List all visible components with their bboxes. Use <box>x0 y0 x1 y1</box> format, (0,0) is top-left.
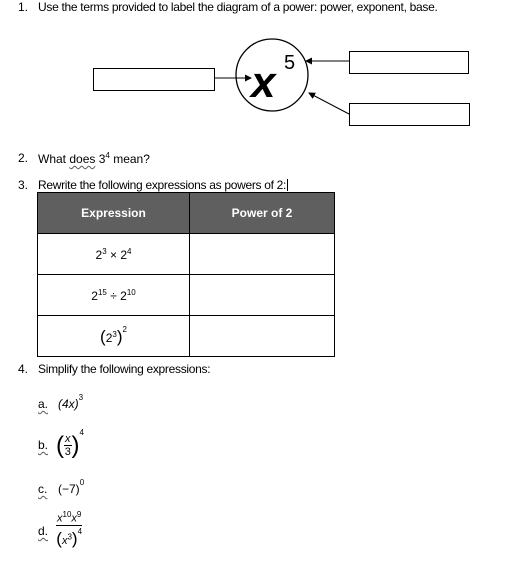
answer-cell[interactable] <box>190 316 335 357</box>
table-row <box>38 275 335 316</box>
answer-cell[interactable] <box>190 275 335 316</box>
text-cursor <box>287 179 288 191</box>
part-a-expression: $(4x)^3$ <box>58 393 84 411</box>
q1-text: Use the terms provided to label the diagram of a power: power, exponent, base. <box>38 0 438 14</box>
power-label-box[interactable] <box>349 103 470 126</box>
table-header-row <box>38 193 335 234</box>
table-row <box>38 234 335 275</box>
part-b-label: b. <box>38 438 49 452</box>
part-b-expression: ( $\frac{x}{3}$ )$^4$ <box>56 428 84 459</box>
q2-number: 2. <box>18 151 29 165</box>
expression-cell: $2^{15} \div 2^{10}$ <box>38 275 190 316</box>
power-arrow <box>309 93 349 114</box>
diagram-base: x <box>251 58 276 107</box>
expression-cell: $2^3 \times 2^4$ <box>38 234 190 275</box>
part-c-expression: $(-7)^0$ <box>58 478 85 496</box>
diagram-exponent: 5 <box>284 52 296 74</box>
exponent-label-box[interactable] <box>349 51 469 74</box>
q3-text: Rewrite the following expressions as powers of 2: <box>38 178 287 192</box>
q2-text: What does $3^4$ mean? <box>38 151 150 166</box>
expression-cell: $(2^3)^2$ <box>38 316 190 357</box>
part-d-label: d. <box>38 524 49 538</box>
part-d-expression: $\frac{x^{10}x^9}{(x^3)^4}$ <box>56 510 83 548</box>
answer-cell[interactable] <box>190 234 335 275</box>
q4-number: 4. <box>18 362 29 376</box>
spelling-underline: does <box>69 152 96 166</box>
table-row <box>38 316 335 357</box>
header-expression: Expression <box>38 193 190 234</box>
q3-number: 3. <box>18 178 29 192</box>
header-power-of-2: Power of 2 <box>190 193 335 234</box>
base-label-box[interactable] <box>93 68 215 91</box>
q4-text: Simplify the following expressions: <box>38 362 211 376</box>
part-a-label: a. <box>38 397 49 411</box>
q1-number: 1. <box>18 0 29 14</box>
expressions-table <box>37 192 335 357</box>
part-c-label: c. <box>38 482 48 496</box>
